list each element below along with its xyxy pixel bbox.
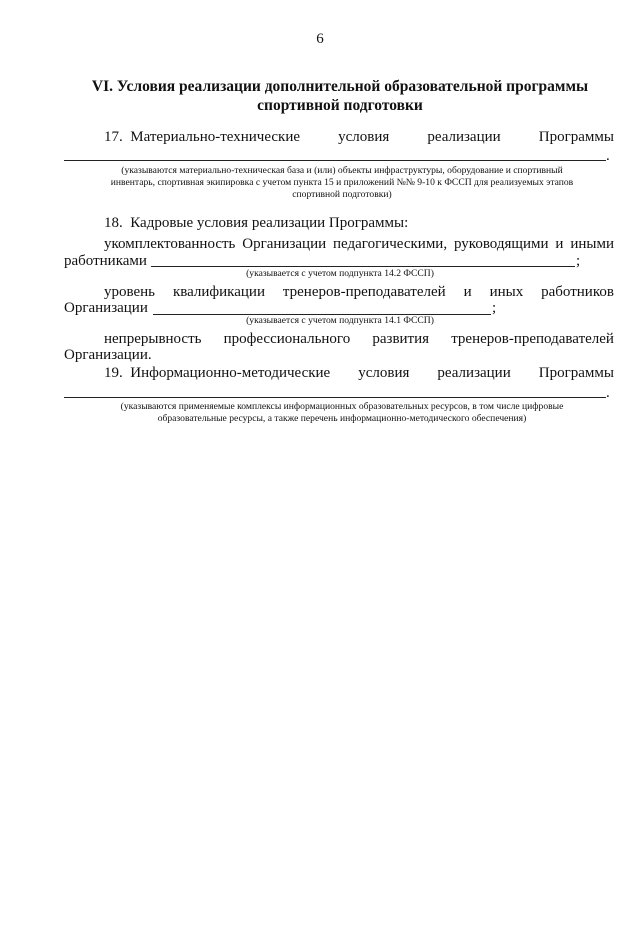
item-18c-word: профессионального (223, 331, 351, 347)
note-line: (указываются применяемые комплексы информационных образовательных ресурсов, в том числе цифровые (120, 401, 564, 412)
item-19-word: Программы (538, 365, 614, 381)
item-17-end-mark: . (606, 148, 610, 164)
item-19-note (64, 401, 620, 425)
item-19-title (104, 364, 614, 382)
item-18-title: 18. Кадровые условия реализации Программы: (104, 215, 409, 231)
item-18b-word: тренеров-преподавателей (282, 284, 446, 300)
heading-line-2: спортивной подготовки (257, 97, 423, 114)
item-18a-word: руководящими (453, 236, 549, 252)
item-18b-label: Организации (64, 300, 148, 316)
item-18c-text (104, 330, 614, 348)
item-18a-end-mark: ; (576, 253, 581, 269)
item-17-fill-line (64, 160, 606, 161)
item-17-word: реализации (427, 129, 501, 145)
item-18a-word: и (555, 236, 564, 252)
item-19-word: 19. Информационно-методические (104, 365, 331, 381)
item-18a-word: укомплектованность (104, 236, 236, 252)
item-17-note (64, 165, 620, 201)
item-18a-text (104, 235, 614, 253)
item-19-word: реализации (437, 365, 511, 381)
page-number: 6 (316, 31, 324, 47)
item-18b-end-mark: ; (492, 300, 497, 316)
note-line: (указываются материально-техническая база и (или) объекты инфраструктуры, оборудование и спортивный (121, 165, 563, 176)
item-18a-word: педагогическими, (333, 236, 448, 252)
item-18c-word: тренеров-преподавателей (451, 331, 614, 347)
item-19-end-mark: . (606, 385, 610, 401)
item-18b-word: квалификации (172, 284, 265, 300)
item-18a-label: работниками (64, 253, 147, 269)
item-18c-tail: Организации. (64, 347, 152, 363)
note-line: инвентарь, спортивная экипировка с учетом пункта 15 и приложений №№ 9-10 к ФССП для реализуемых этапов (110, 177, 574, 188)
item-18a-note: (указывается с учетом подпункта 14.2 ФССП) (246, 268, 434, 279)
heading-line-1: VI. Условия реализации дополнительной образовательной программы (91, 78, 589, 95)
item-18a-word: иными (570, 236, 614, 252)
item-18c-word: непрерывность (104, 331, 202, 347)
section-heading (60, 77, 620, 115)
note-line: образовательные ресурсы, а также перечень информационно-методического обеспечения) (157, 413, 527, 424)
item-18a-fill-line (151, 266, 575, 267)
item-18b-text (104, 283, 614, 301)
item-18b-word: и (463, 284, 472, 300)
item-18c-word: развития (372, 331, 430, 347)
item-17-word: условия (338, 129, 390, 145)
item-18a-word: Организации (242, 236, 327, 252)
item-17-word: 17. Материально-технические (104, 129, 301, 145)
item-18b-word: уровень (104, 284, 156, 300)
item-19-word: условия (358, 365, 410, 381)
item-18b-word: иных (489, 284, 524, 300)
item-17-word: Программы (538, 129, 614, 145)
item-18b-word: работников (541, 284, 614, 300)
item-18b-note: (указывается с учетом подпункта 14.1 ФССП) (246, 315, 434, 326)
item-19-fill-line (64, 397, 606, 398)
item-17-title (104, 128, 614, 146)
note-line: спортивной подготовки) (292, 189, 392, 200)
